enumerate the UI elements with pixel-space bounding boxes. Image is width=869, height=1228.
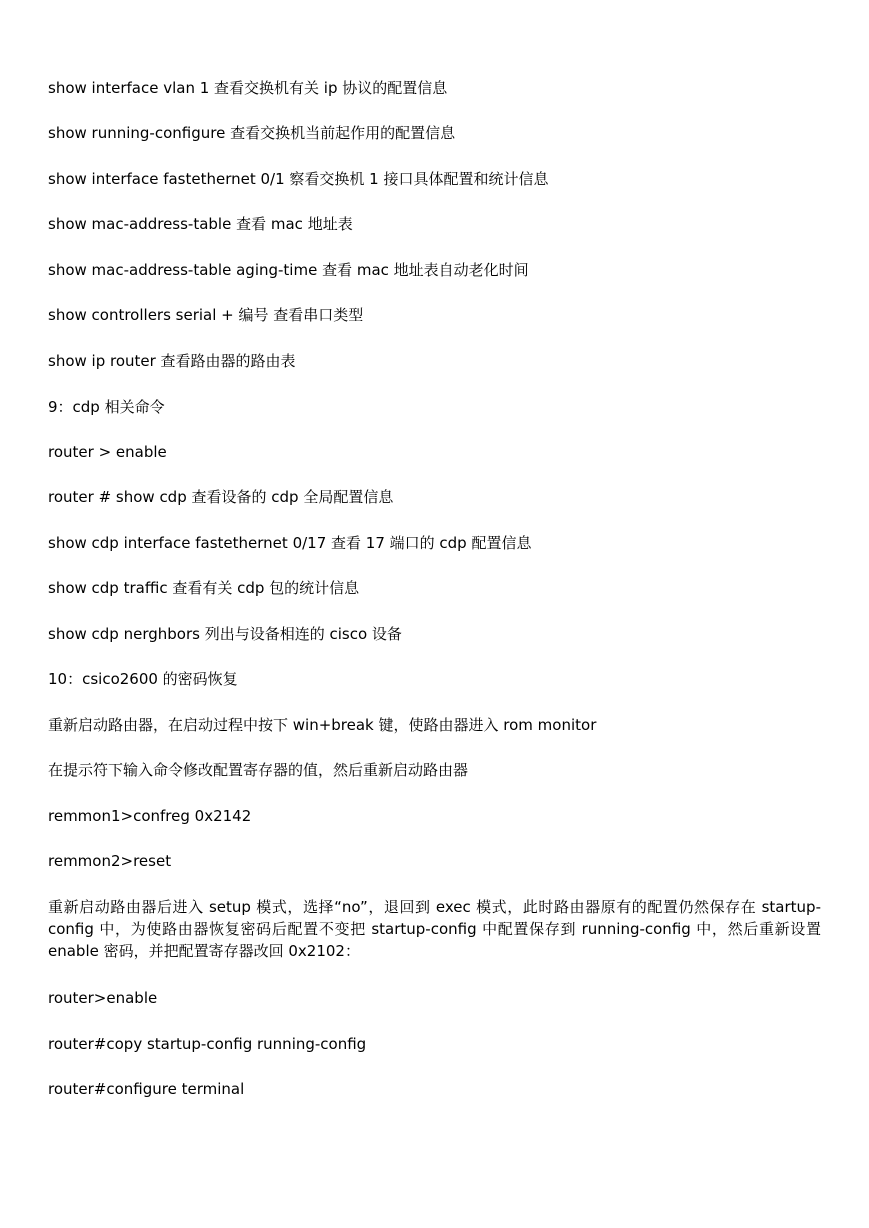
text-line: show cdp nerghbors 列出与设备相连的 cisco 设备 (48, 625, 402, 643)
text-paragraph: 重新启动路由器后进入 setup 模式，选择“no”，退回到 exec 模式，此时路由器原有的配置仍然保存在 startup-config 中，为使路由器恢复密码后配置不变把 startup-config 中配置保存到 running-config 中，然后重新设置 enable 密码，并把配置寄存器改回 0x2102： (48, 898, 821, 960)
text-line: show mac-address-table 查看 mac 地址表 (48, 215, 353, 233)
text-line: remmon1>confreg 0x2142 (48, 807, 252, 825)
text-line: show mac-address-table aging-time 查看 mac 地址表自动老化时间 (48, 261, 529, 279)
text-line: router#configure terminal (48, 1080, 245, 1098)
text-line: show interface fastethernet 0/1 察看交换机 1 接口具体配置和统计信息 (48, 170, 549, 188)
text-line: router # show cdp 查看设备的 cdp 全局配置信息 (48, 488, 394, 506)
text-line: show controllers serial + 编号 查看串口类型 (48, 306, 364, 324)
text-line: show running-configure 查看交换机当前起作用的配置信息 (48, 124, 456, 142)
section-heading: 10：csico2600 的密码恢复 (48, 670, 238, 688)
text-line: router#copy startup-config running-config (48, 1035, 367, 1053)
text-line: show cdp interface fastethernet 0/17 查看 17 端口的 cdp 配置信息 (48, 534, 532, 552)
text-line: router>enable (48, 989, 158, 1007)
text-line: remmon2>reset (48, 852, 172, 870)
text-line: router > enable (48, 443, 167, 461)
text-line: show interface vlan 1 查看交换机有关 ip 协议的配置信息 (48, 79, 448, 97)
text-line: show ip router 查看路由器的路由表 (48, 352, 296, 370)
section-heading: 9：cdp 相关命令 (48, 398, 165, 416)
text-line: 重新启动路由器，在启动过程中按下 win+break 键，使路由器进入 rom monitor (48, 716, 597, 734)
text-line: 在提示符下输入命令修改配置寄存器的值，然后重新启动路由器 (48, 761, 469, 779)
text-line: show cdp traffic 查看有关 cdp 包的统计信息 (48, 579, 360, 597)
